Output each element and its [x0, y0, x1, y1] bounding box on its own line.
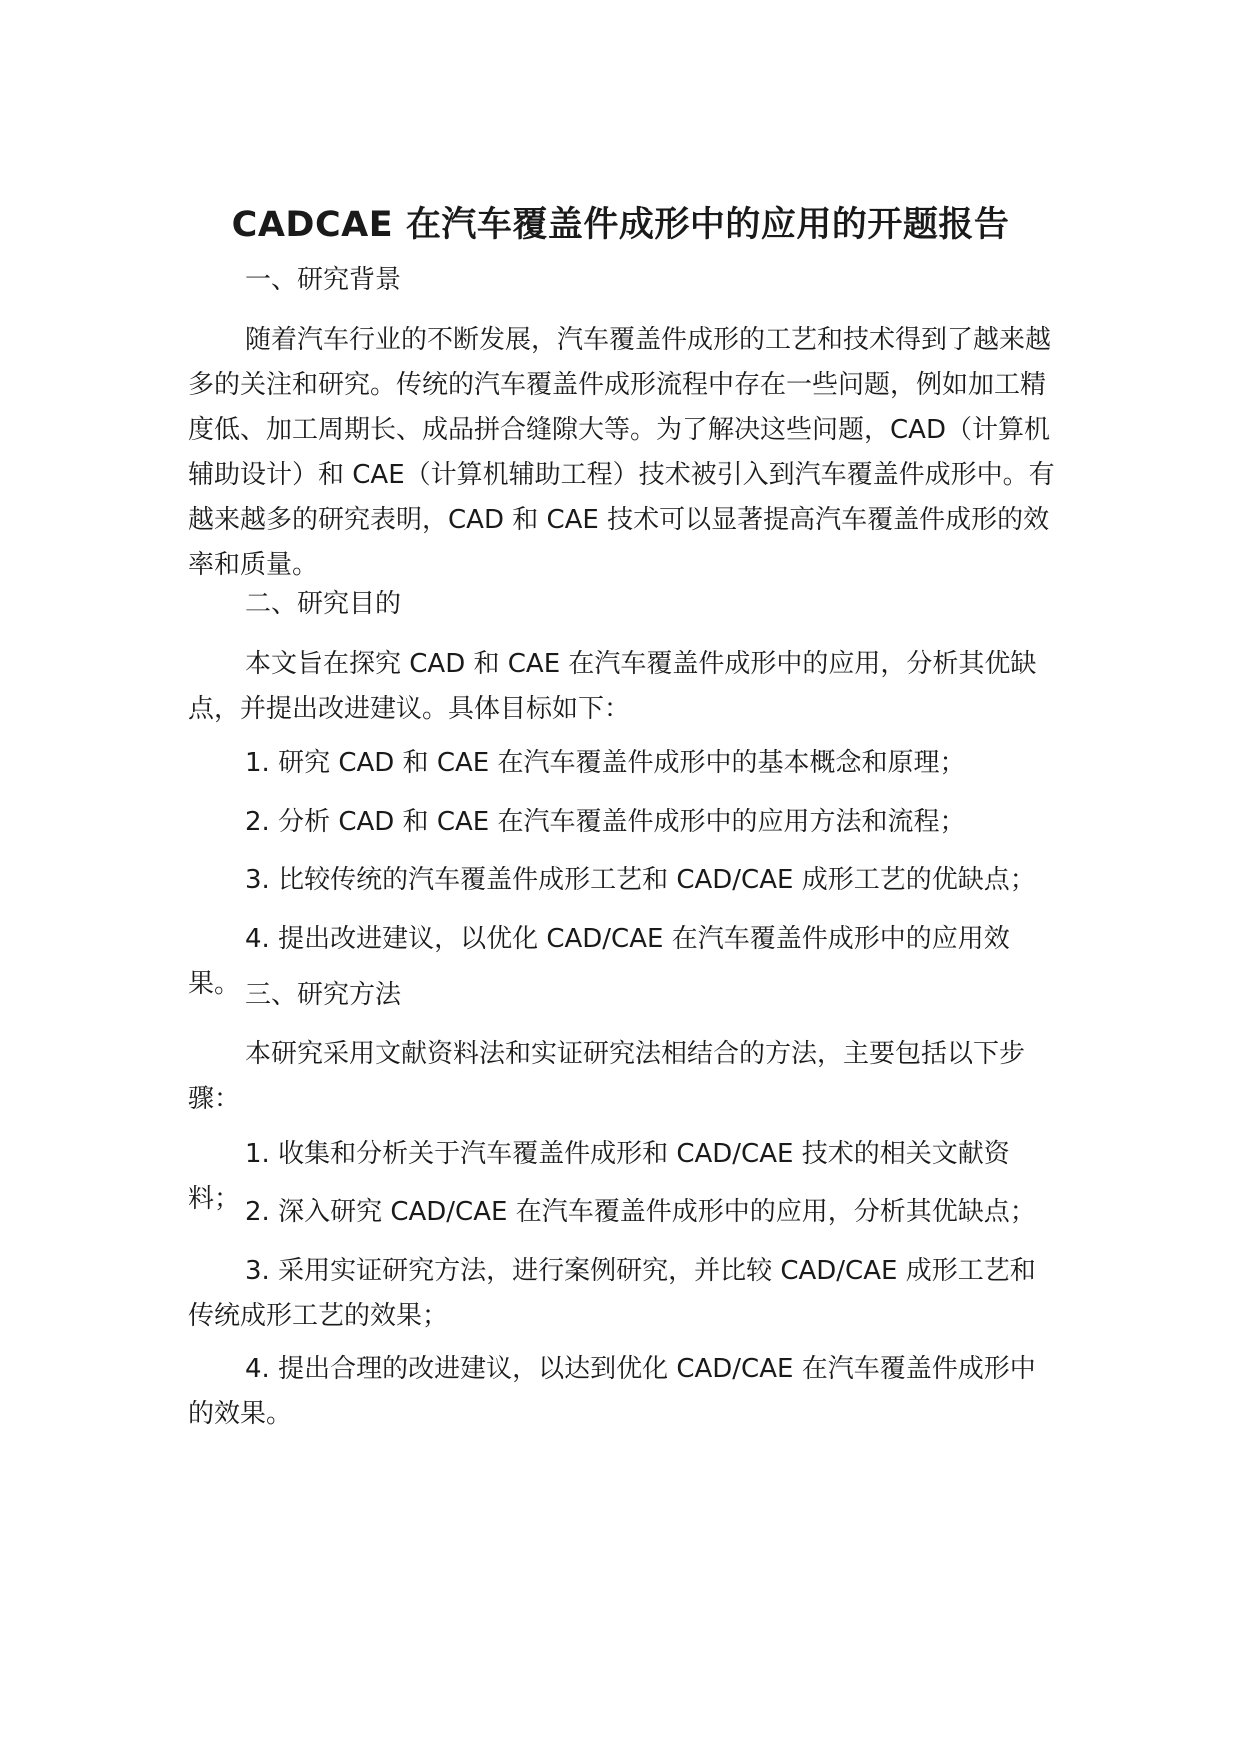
list-item: 1. 研究 CAD 和 CAE 在汽车覆盖件成形中的基本概念和原理；: [245, 748, 966, 778]
section-heading-method: 三、研究方法: [245, 980, 402, 1010]
list-item: 2. 分析 CAD 和 CAE 在汽车覆盖件成形中的应用方法和流程；: [245, 807, 966, 837]
list-item: 2. 深入研究 CAD/CAE 在汽车覆盖件成形中的应用，分析其优缺点；: [245, 1197, 1036, 1227]
list-item: 3. 采用实证研究方法，进行案例研究，并比较 CAD/CAE 成形工艺和传统成形工艺的效果；: [188, 1256, 1036, 1331]
list-item: 1. 收集和分析关于汽车覆盖件成形和 CAD/CAE 技术的相关文献资料；: [188, 1139, 1010, 1214]
list-item: 4. 提出改进建议，以优化 CAD/CAE 在汽车覆盖件成形中的应用效果。: [188, 924, 1010, 999]
section-heading-background: 一、研究背景: [245, 265, 402, 295]
list-item: 3. 比较传统的汽车覆盖件成形工艺和 CAD/CAE 成形工艺的优缺点；: [245, 865, 1036, 895]
section-heading-purpose: 二、研究目的: [245, 589, 402, 619]
paragraph-purpose: 本文旨在探究 CAD 和 CAE 在汽车覆盖件成形中的应用，分析其优缺点，并提出改进建议。具体目标如下：: [188, 649, 1037, 724]
list-item: 4. 提出合理的改进建议，以达到优化 CAD/CAE 在汽车覆盖件成形中的效果。: [188, 1354, 1036, 1429]
paragraph-background: 随着汽车行业的不断发展，汽车覆盖件成形的工艺和技术得到了越来越多的关注和研究。传统的汽车覆盖件成形流程中存在一些问题，例如加工精度低、加工周期长、成品拼合缝隙大等。为了解决这些问题，CAD（计算机辅助设计）和 CAE（计算机辅助工程）技术被引入到汽车覆盖件成形中。有越来越多的研究表明，CAD 和 CAE 技术可以显著提高汽车覆盖件成形的效率和质量。: [188, 325, 1055, 580]
paragraph-method: 本研究采用文献资料法和实证研究法相结合的方法，主要包括以下步骤：: [188, 1039, 1026, 1114]
document-title: CADCAE 在汽车覆盖件成形中的应用的开题报告: [231, 205, 1010, 246]
